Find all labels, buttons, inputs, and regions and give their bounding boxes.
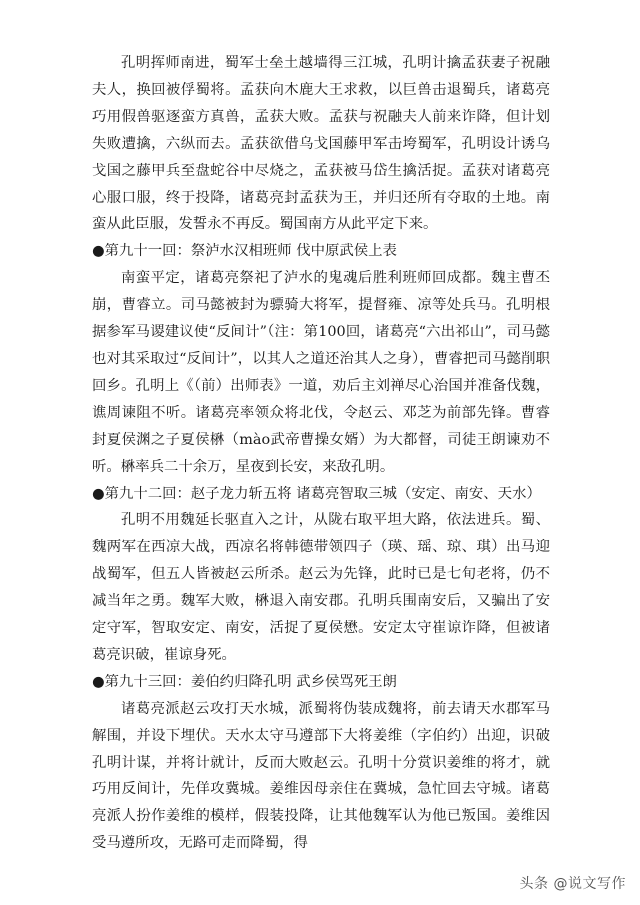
chapter-93-heading: ●第九十三回：姜伯约归降孔明 武乡侯骂死王朗 xyxy=(92,673,397,690)
paragraph-1: 孔明挥师南进，蜀军士垒土越墙得三江城，孔明计擒孟获妻子祝融夫人，换回被俘蜀将。孟获向木鹿大王求救，以巨兽击退蜀兵，诸葛亮巧用假兽驱逐蛮方真兽，孟获大败。孟获与祝融夫人前来诈降，但计划失败遭擒，六纵而去。孟获欲借乌戈国藤甲军击垮蜀军，孔明设计诱乌戈国之藤甲兵至盘蛇谷中尽烧之，孟获被马岱生擒活捉。孟获对诸葛亮心服口服，终于投降，诸葛亮封孟获为王，并归还所有夺取的土地。南蛮从此臣服，发誓永不再反。蜀国南方从此平定下来。 xyxy=(92,55,550,233)
document-page xyxy=(92,50,550,857)
chapter-91-heading: ●第九十一回：祭泸水汉相班师 伐中原武侯上表 xyxy=(92,243,397,260)
watermark: 头条 @说文写作 xyxy=(519,876,626,892)
chapter-92-heading: ●第九十二回：赵子龙力斩五将 诸葛亮智取三城（安定、南安、天水） xyxy=(92,485,541,502)
paragraph-4: 诸葛亮派赵云攻打天水城，派蜀将伪装成魏将，前去请天水郡军马解围，并设下埋伏。天水太守马遵部下大将姜维（字伯约）出迎，识破孔明计谋，并将计就计，反而大败赵云。孔明十分赏识姜维的将才，就巧用反间计，先佯攻冀城。姜维因母亲住在冀城，急忙回去守城。诸葛亮派人扮作姜维的模样，假装投降，让其他魏军认为他已叛国。姜维因受马遵所攻，无路可走而降蜀，得 xyxy=(92,700,550,852)
paragraph-2: 南蛮平定，诸葛亮祭祀了泸水的鬼魂后胜利班师回成都。魏主曹丕崩，曹睿立。司马懿被封为骠骑大将军，提督雍、凉等处兵马。孔明根据参军马谡建议使“反间计”（注：第100回，诸葛亮“六出祁山”，司马懿也对其采取过“反间计”，以其人之道还治其人之身），曹睿把司马懿削职回乡。孔明上《（前）出师表》一道，劝后主刘禅尽心治国并准备伐魏，谯周谏阻不听。诸葛亮率领众将北伐，令赵云、邓芝为前部先锋。曹睿封夏侯渊之子夏侯楙（mào武帝曹操女婿）为大都督，司徒王朗谏劝不听。楙率兵二十余万，星夜到长安，来敌孔明。 xyxy=(92,270,550,475)
paragraph-3: 孔明不用魏延长驱直入之计，从陇右取平坦大路，依法进兵。蜀、魏两军在西凉大战，西凉名将韩德带领四子（瑛、瑶、琼、琪）出马迎战蜀军，但五人皆被赵云所杀。赵云为先锋，此时已是七旬老将，仍不减当年之勇。魏军大败，楙退入南安郡。孔明兵围南安后，又骗出了安定守军，智取安定、南安，活捉了夏侯懋。安定太守崔谅诈降，但被诸葛亮识破，崔谅身死。 xyxy=(92,512,550,663)
